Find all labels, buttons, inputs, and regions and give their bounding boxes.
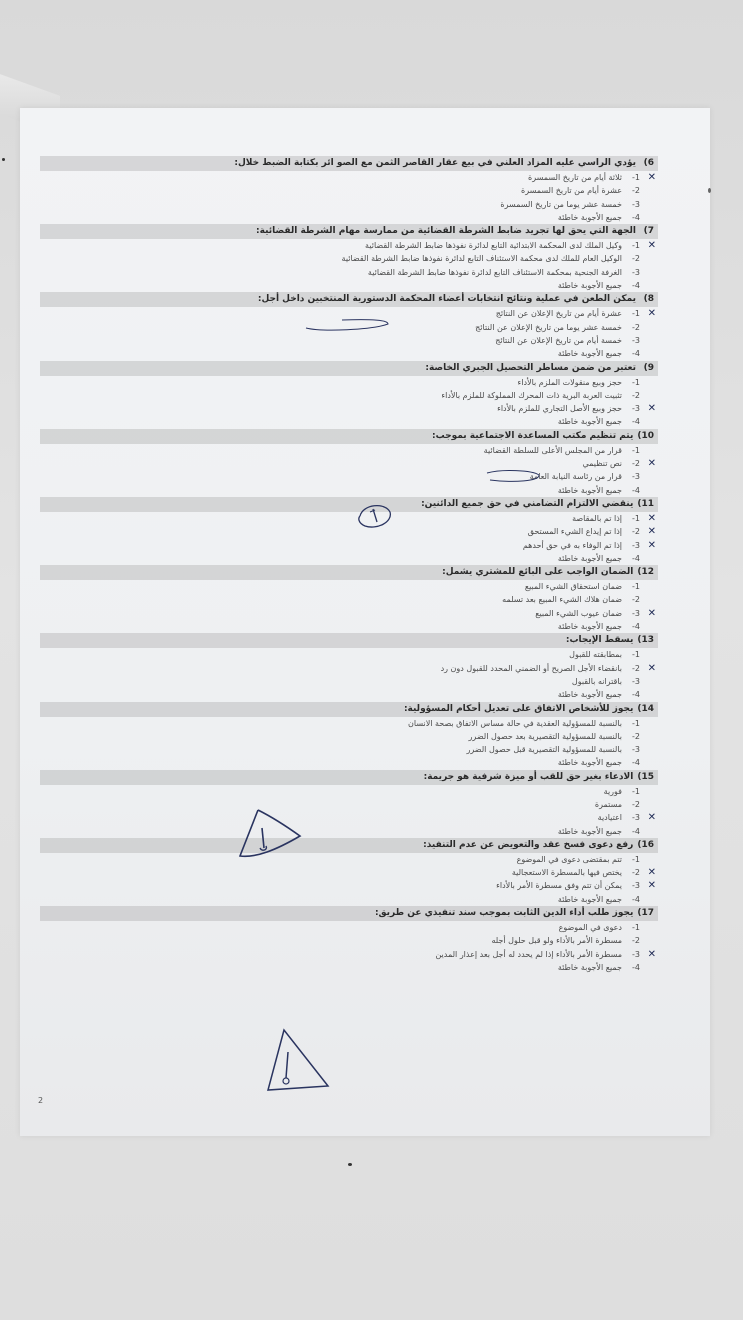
option-text: جميع الأجوبة خاطئة: [557, 281, 622, 291]
question-block: [40, 770, 658, 838]
question-heading: [40, 429, 658, 444]
question-number: 9): [643, 362, 654, 373]
option-number: 1-: [632, 854, 640, 864]
question-block: [40, 429, 658, 497]
question-text: الجهة التي يحق لها تجريد ضابط الشرطة القضائية من ممارسة مهام الشرطة القضائية:: [256, 226, 636, 237]
option-text: نص تنظيمي: [582, 459, 622, 469]
option-number: 3-: [632, 881, 640, 891]
question-heading: [40, 838, 658, 853]
answer-option: [40, 798, 640, 811]
answer-option: [40, 266, 640, 279]
question-text: يجوز للأشخاص الاتفاق على تعديل أحكام المسؤولية:: [403, 703, 634, 714]
question-heading: [40, 633, 658, 648]
answer-option: [40, 334, 640, 347]
option-text: اعتيادية: [597, 813, 622, 823]
option-number: 3-: [632, 676, 640, 686]
option-text: خمسة عشر يوما من تاريخ السمسرة: [500, 199, 622, 209]
handwritten-cross-mark: ✕: [647, 240, 656, 252]
options-list: [40, 376, 658, 429]
option-number: 1-: [632, 718, 640, 728]
options-list: [40, 239, 658, 292]
options-list: [40, 921, 658, 974]
question-number: 17): [637, 908, 654, 919]
option-text: مسطرة الأمر بالأداء ولو قبل حلول أجله: [491, 936, 622, 946]
options-list: [40, 307, 658, 360]
answer-option: [40, 756, 640, 769]
option-number: 2-: [632, 868, 640, 878]
option-text: خمسة عشر يوما من تاريخ الإعلان عن النتائج: [475, 322, 622, 332]
question-heading: [40, 770, 658, 785]
option-text: قرار من رئاسة النيابة العامة: [529, 472, 622, 482]
answer-option: [40, 811, 656, 824]
handwritten-cross-mark: ✕: [647, 403, 656, 415]
question-block: [40, 156, 658, 224]
options-list: [40, 444, 658, 497]
question-block: [40, 838, 658, 906]
question-text: الضمان الواجب على البائع للمشتري يشمل:: [442, 567, 634, 578]
question-block: [40, 361, 658, 429]
option-text: تثبيت العربة البرية ذات المحرك المملوكة للملزم بالأداء: [441, 390, 622, 400]
question-block: [40, 633, 658, 701]
speck: [348, 1163, 352, 1166]
option-text: بالنسبة للمسؤولية التقصيرية قبل حصول الضرر: [466, 745, 622, 755]
question-text: يتم تنظيم مكتب المساعدة الاجتماعية بموجب:: [432, 430, 634, 441]
answer-option: [40, 948, 656, 961]
questions-list: [40, 156, 658, 974]
option-text: تتم بمقتضى دعوى في الموضوع: [516, 854, 622, 864]
option-number: 3-: [632, 540, 640, 550]
handwritten-underline-q10: [484, 470, 542, 484]
option-text: بالنسبة للمسؤولية التقصيرية بعد حصول الضرر: [468, 731, 622, 741]
option-text: عشرة أيام من تاريخ الإعلان عن النتائج: [495, 309, 622, 319]
option-text: فورية: [603, 786, 622, 796]
answer-option: [40, 743, 640, 756]
option-text: مستمرة: [594, 799, 622, 809]
option-number: 3-: [632, 949, 640, 959]
option-number: 3-: [632, 813, 640, 823]
option-text: بالنسبة للمسؤولية العقدية في حالة مساس الاتفاق بصحة الانسان: [408, 718, 622, 728]
question-number: 13): [637, 635, 654, 646]
answer-option: [40, 825, 640, 838]
option-number: 2-: [632, 254, 640, 264]
option-text: جميع الأجوبة خاطئة: [557, 349, 622, 359]
answer-option: [40, 785, 640, 798]
answer-option: [40, 662, 656, 675]
option-text: ضمان استحقاق الشيء المبيع: [524, 582, 622, 592]
answer-option: [40, 347, 640, 360]
question-number: 7): [643, 226, 654, 237]
option-number: 2-: [632, 390, 640, 400]
option-text: ضمان عيوب الشيء المبيع: [535, 608, 622, 618]
answer-option: [40, 853, 640, 866]
option-number: 4-: [632, 622, 640, 632]
answer-option: [40, 512, 656, 525]
answer-option: [40, 675, 640, 688]
option-text: باقترانه بالقبول: [571, 676, 622, 686]
option-number: 4-: [632, 962, 640, 972]
answer-option: [40, 921, 640, 934]
option-text: جميع الأجوبة خاطئة: [557, 622, 622, 632]
handwritten-circle-mark: [355, 500, 395, 532]
option-text: جميع الأجوبة خاطئة: [557, 758, 622, 768]
question-heading: [40, 702, 658, 717]
option-text: حجز وبيع منقولات الملزم بالأداء: [517, 377, 622, 387]
question-block: [40, 702, 658, 770]
handwritten-cross-mark: ✕: [647, 539, 656, 551]
option-text: جميع الأجوبة خاطئة: [557, 690, 622, 700]
option-number: 3-: [632, 199, 640, 209]
option-number: 2-: [632, 799, 640, 809]
option-text: يختص فيها بالمسطرة الاستعجالية: [511, 868, 622, 878]
option-number: 4-: [632, 826, 640, 836]
option-number: 2-: [632, 936, 640, 946]
option-number: 4-: [632, 553, 640, 563]
question-heading: [40, 361, 658, 376]
answer-option: [40, 402, 656, 415]
question-number: 15): [637, 771, 654, 782]
answer-option: [40, 730, 640, 743]
option-text: الغرفة الجنحية بمحكمة الاستئناف التابع لدائرة نفوذها ضابط الشرطة القضائية: [367, 267, 622, 277]
option-number: 4-: [632, 894, 640, 904]
option-number: 1-: [632, 445, 640, 455]
option-text: الوكيل العام للملك لدى محكمة الاستئناف التابع لدائرة نفوذها ضابط الشرطة القضائية: [341, 254, 622, 264]
option-text: جميع الأجوبة خاطئة: [557, 962, 622, 972]
option-text: مسطرة الأمر بالأداء إذا لم يحدد له أجل بعد إعذار المدين: [435, 949, 622, 959]
edge-mark: [2, 158, 5, 161]
answer-option: [40, 470, 640, 483]
answer-option: [40, 552, 640, 565]
option-number: 1-: [632, 582, 640, 592]
answer-option: [40, 961, 640, 974]
answer-option: [40, 525, 656, 538]
options-list: [40, 853, 658, 906]
option-number: 3-: [632, 404, 640, 414]
option-number: 1-: [632, 923, 640, 933]
options-list: [40, 171, 658, 224]
answer-option: [40, 184, 640, 197]
option-number: 3-: [632, 267, 640, 277]
answer-option: [40, 457, 656, 470]
question-number: 6): [643, 158, 654, 168]
handwritten-cross-mark: ✕: [647, 607, 656, 619]
question-text: تعتبر من ضمن مساطر التحصيل الجبري الخاصة:: [425, 362, 636, 373]
answer-option: [40, 593, 640, 606]
answer-option: [40, 580, 640, 593]
options-list: [40, 580, 658, 633]
options-list: [40, 512, 658, 565]
question-heading: [40, 906, 658, 921]
answer-option: [40, 866, 656, 879]
page-number: 2: [38, 1096, 44, 1105]
question-block: [40, 906, 658, 974]
question-number: 8): [643, 294, 654, 305]
question-text: الادعاء بغير حق للقب أو ميزة شرفية هو جريمة:: [423, 771, 634, 782]
option-text: جميع الأجوبة خاطئة: [557, 826, 622, 836]
options-list: [40, 648, 658, 701]
option-text: حجز وبيع الأصل التجاري للملزم بالأداء: [497, 404, 622, 414]
handwritten-cross-mark: ✕: [647, 308, 656, 320]
option-number: 4-: [632, 212, 640, 222]
question-heading: [40, 156, 658, 171]
option-number: 3-: [632, 745, 640, 755]
option-text: جميع الأجوبة خاطئة: [557, 485, 622, 495]
question-heading: [40, 224, 658, 239]
question-text: يؤدي الراسي عليه المزاد العلني في بيع عقار القاصر الثمن مع الصو ائر بكتابة الضبط خلال:: [234, 158, 636, 168]
handwritten-cross-mark: ✕: [647, 512, 656, 524]
option-number: 1-: [632, 650, 640, 660]
option-number: 3-: [632, 335, 640, 345]
question-number: 11): [637, 498, 654, 509]
option-number: 2-: [632, 663, 640, 673]
answer-option: [40, 484, 640, 497]
option-text: قرار من المجلس الأعلى للسلطة القضائية: [483, 445, 622, 455]
option-text: يمكن أن تتم وفق مسطرة الأمر بالأداء: [496, 881, 622, 891]
question-text: ينقضي الالتزام التضامني في حق جميع الدائنين:: [421, 498, 634, 509]
question-heading: [40, 565, 658, 580]
answer-option: [40, 539, 656, 552]
question-heading: [40, 292, 658, 307]
handwritten-cross-mark: ✕: [647, 662, 656, 674]
answer-option: [40, 893, 640, 906]
handwritten-cross-mark: ✕: [647, 172, 656, 183]
edge-mark: [708, 188, 711, 193]
answer-option: [40, 415, 640, 428]
option-text: جميع الأجوبة خاطئة: [557, 212, 622, 222]
option-number: 4-: [632, 758, 640, 768]
option-text: إذا تم الوفاء به في حق أحدهم: [522, 540, 622, 550]
answer-option: [40, 239, 656, 252]
answer-option: [40, 648, 640, 661]
option-number: 4-: [632, 417, 640, 427]
handwritten-triangle-mark-bottom: [262, 1026, 334, 1096]
options-list: [40, 717, 658, 770]
option-number: 1-: [632, 241, 640, 251]
option-text: إذا تم بالمقاصة: [572, 513, 622, 523]
option-number: 2-: [632, 595, 640, 605]
answer-option: [40, 171, 656, 184]
question-number: 16): [637, 839, 654, 850]
answer-option: [40, 252, 640, 265]
handwritten-cross-mark: ✕: [647, 880, 656, 892]
question-text: يجوز طلب أداء الدين الثابت بموجب سند تنفيذي عن طريق:: [374, 908, 634, 919]
handwritten-triangle-mark-large: [236, 806, 304, 866]
option-number: 2-: [632, 731, 640, 741]
option-number: 1-: [632, 786, 640, 796]
question-text: رفع دعوى فسخ عقد والتعويض عن عدم التنفيذ:: [423, 839, 634, 850]
answer-option: [40, 376, 640, 389]
handwritten-cross-mark: ✕: [647, 458, 656, 470]
options-list: [40, 785, 658, 838]
answer-option: [40, 879, 656, 892]
option-number: 4-: [632, 281, 640, 291]
answer-option: [40, 279, 640, 292]
question-block: [40, 224, 658, 292]
option-number: 1-: [632, 309, 640, 319]
option-text: خمسة أيام من تاريخ الإعلان عن النتائج: [495, 335, 622, 345]
question-number: 12): [637, 567, 654, 578]
option-number: 3-: [632, 608, 640, 618]
option-text: بمطابقته للقبول: [569, 650, 622, 660]
answer-option: [40, 198, 640, 211]
answer-option: [40, 717, 640, 730]
option-number: 3-: [632, 472, 640, 482]
question-number: 14): [637, 703, 654, 714]
option-text: وكيل الملك لدى المحكمة الابتدائية التابع لدائرة نفوذها ضابط الشرطة القضائية: [365, 241, 622, 251]
option-number: 1-: [632, 513, 640, 523]
option-number: 4-: [632, 690, 640, 700]
handwritten-cross-mark: ✕: [647, 812, 656, 824]
option-text: دعوى في الموضوع: [558, 923, 622, 933]
option-text: بانقضاء الأجل الصريح أو الضمني المحدد للقبول دون رد: [440, 663, 622, 673]
answer-option: [40, 389, 640, 402]
question-block: [40, 497, 658, 565]
answer-option: [40, 444, 640, 457]
answer-option: [40, 688, 640, 701]
option-number: 4-: [632, 349, 640, 359]
option-number: 2-: [632, 459, 640, 469]
answer-option: [40, 620, 640, 633]
option-number: 1-: [632, 173, 640, 182]
handwritten-cross-mark: ✕: [647, 526, 656, 538]
option-text: ثلاثة أيام من تاريخ السمسرة: [528, 173, 622, 182]
option-text: جميع الأجوبة خاطئة: [557, 894, 622, 904]
question-number: 10): [637, 430, 654, 441]
option-number: 2-: [632, 527, 640, 537]
option-number: 4-: [632, 485, 640, 495]
handwritten-underline-q8: [302, 318, 392, 332]
answer-option: [40, 211, 640, 224]
option-number: 1-: [632, 377, 640, 387]
answer-option: [40, 607, 656, 620]
option-text: ضمان هلاك الشيء المبيع بعد تسلمه: [502, 595, 622, 605]
option-text: عشرة أيام من تاريخ السمسرة: [521, 186, 622, 196]
option-number: 2-: [632, 186, 640, 196]
question-block: [40, 565, 658, 633]
question-text: يمكن الطعن في عملية ونتائج انتخابات أعضاء المحكمة الدستورية المنتخبين داخل أجل:: [257, 294, 636, 305]
handwritten-cross-mark: ✕: [647, 948, 656, 960]
option-text: جميع الأجوبة خاطئة: [557, 417, 622, 427]
option-text: جميع الأجوبة خاطئة: [557, 553, 622, 563]
option-number: 2-: [632, 322, 640, 332]
handwritten-cross-mark: ✕: [647, 867, 656, 879]
option-text: إذا تم إيداع الشيء المستحق: [527, 527, 622, 537]
question-text: يسقط الإيجاب:: [565, 635, 634, 646]
answer-option: [40, 934, 640, 947]
question-heading: [40, 497, 658, 512]
